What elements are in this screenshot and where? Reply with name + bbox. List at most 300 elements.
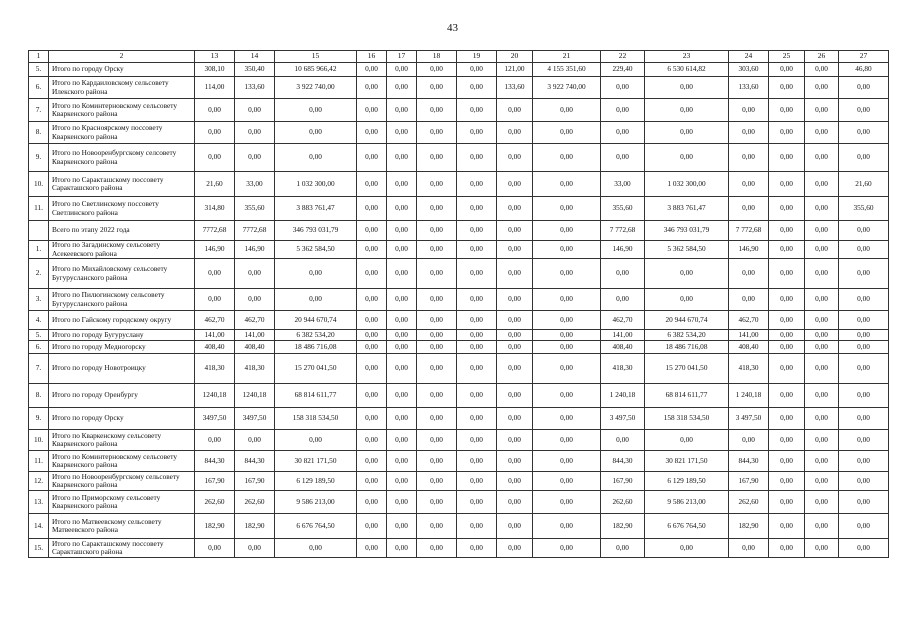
cell-value: 0,00 xyxy=(387,197,417,221)
cell-value: 0,00 xyxy=(769,341,805,354)
row-name: Итого по Светлинскому поссовету Светлинского района xyxy=(49,197,195,221)
table-row xyxy=(29,259,889,289)
cell-value: 0,00 xyxy=(457,122,497,144)
cell-value: 0,00 xyxy=(839,341,889,354)
cell-value: 0,00 xyxy=(357,172,387,197)
table-row xyxy=(29,408,889,430)
cell-value: 6 129 189,50 xyxy=(645,472,729,491)
cell-value: 0,00 xyxy=(839,430,889,451)
cell-value: 15 270 041,50 xyxy=(275,354,357,384)
cell-value: 0,00 xyxy=(387,259,417,289)
cell-value: 21,60 xyxy=(195,172,235,197)
cell-value: 0,00 xyxy=(805,311,839,330)
row-name: Итого по Коминтерновскому сельсовету Кваркенского района xyxy=(49,99,195,122)
cell-value: 0,00 xyxy=(387,311,417,330)
cell-value: 182,90 xyxy=(235,514,275,539)
cell-value: 0,00 xyxy=(457,408,497,430)
cell-value: 0,00 xyxy=(195,539,235,558)
cell-value: 0,00 xyxy=(769,172,805,197)
cell-value: 0,00 xyxy=(497,514,533,539)
cell-value: 0,00 xyxy=(497,289,533,311)
row-name: Итого по Михайловскому сельсовету Бугурусланского района xyxy=(49,259,195,289)
cell-value: 33,00 xyxy=(235,172,275,197)
column-header: 25 xyxy=(769,51,805,63)
cell-value: 0,00 xyxy=(839,330,889,341)
cell-value: 408,40 xyxy=(195,341,235,354)
cell-value: 0,00 xyxy=(497,539,533,558)
cell-value: 0,00 xyxy=(497,384,533,408)
cell-value: 308,10 xyxy=(195,63,235,77)
cell-value: 0,00 xyxy=(497,197,533,221)
cell-value: 0,00 xyxy=(533,330,601,341)
cell-value: 3497,50 xyxy=(195,408,235,430)
cell-value: 0,00 xyxy=(769,451,805,472)
cell-value: 6 382 534,20 xyxy=(275,330,357,341)
page-number: 43 xyxy=(447,22,458,34)
cell-value: 0,00 xyxy=(387,122,417,144)
table-row xyxy=(29,384,889,408)
column-header: 22 xyxy=(601,51,645,63)
cell-value: 0,00 xyxy=(457,341,497,354)
cell-value: 4 155 351,60 xyxy=(533,63,601,77)
cell-value: 0,00 xyxy=(417,144,457,172)
cell-value: 0,00 xyxy=(769,384,805,408)
cell-value: 0,00 xyxy=(195,259,235,289)
cell-value: 0,00 xyxy=(387,341,417,354)
cell-value: 355,60 xyxy=(601,197,645,221)
row-number: 9. xyxy=(29,408,49,430)
cell-value: 0,00 xyxy=(533,451,601,472)
cell-value: 0,00 xyxy=(195,430,235,451)
cell-value: 0,00 xyxy=(533,289,601,311)
cell-value: 418,30 xyxy=(729,354,769,384)
cell-value: 0,00 xyxy=(805,514,839,539)
cell-value: 0,00 xyxy=(417,430,457,451)
cell-value: 0,00 xyxy=(457,241,497,259)
cell-value: 0,00 xyxy=(275,144,357,172)
cell-value: 0,00 xyxy=(601,144,645,172)
cell-value: 0,00 xyxy=(769,241,805,259)
cell-value: 0,00 xyxy=(839,221,889,241)
cell-value: 0,00 xyxy=(805,63,839,77)
column-header: 19 xyxy=(457,51,497,63)
cell-value: 0,00 xyxy=(839,99,889,122)
cell-value: 0,00 xyxy=(497,172,533,197)
cell-value: 158 318 534,50 xyxy=(645,408,729,430)
cell-value: 10 685 966,42 xyxy=(275,63,357,77)
cell-value: 408,40 xyxy=(729,341,769,354)
cell-value: 229,40 xyxy=(601,63,645,77)
cell-value: 1240,18 xyxy=(195,384,235,408)
cell-value: 0,00 xyxy=(457,77,497,99)
cell-value: 141,00 xyxy=(601,330,645,341)
table-header-row xyxy=(29,51,889,63)
cell-value: 262,60 xyxy=(195,491,235,514)
cell-value: 0,00 xyxy=(839,122,889,144)
cell-value: 844,30 xyxy=(601,451,645,472)
row-name: Итого по городу Орску xyxy=(49,63,195,77)
cell-value: 7 772,68 xyxy=(601,221,645,241)
table-row xyxy=(29,491,889,514)
cell-value: 0,00 xyxy=(497,354,533,384)
cell-value: 0,00 xyxy=(497,430,533,451)
cell-value: 0,00 xyxy=(839,539,889,558)
row-number: 5. xyxy=(29,330,49,341)
row-name: Итого по Пилюгинскому сельсовету Бугурусланского района xyxy=(49,289,195,311)
cell-value: 0,00 xyxy=(497,330,533,341)
cell-value: 0,00 xyxy=(417,341,457,354)
cell-value: 3 883 761,47 xyxy=(645,197,729,221)
cell-value: 0,00 xyxy=(497,311,533,330)
cell-value: 418,30 xyxy=(601,354,645,384)
cell-value: 0,00 xyxy=(457,472,497,491)
table-row xyxy=(29,99,889,122)
cell-value: 262,60 xyxy=(235,491,275,514)
cell-value: 0,00 xyxy=(769,354,805,384)
cell-value: 0,00 xyxy=(729,539,769,558)
cell-value: 33,00 xyxy=(601,172,645,197)
cell-value: 0,00 xyxy=(417,472,457,491)
cell-value: 0,00 xyxy=(729,122,769,144)
cell-value: 408,40 xyxy=(601,341,645,354)
cell-value: 0,00 xyxy=(357,408,387,430)
cell-value: 0,00 xyxy=(387,384,417,408)
cell-value: 0,00 xyxy=(387,172,417,197)
cell-value: 0,00 xyxy=(769,430,805,451)
cell-value: 0,00 xyxy=(497,144,533,172)
row-name: Итого по Гайскому городскому округу xyxy=(49,311,195,330)
cell-value: 0,00 xyxy=(533,514,601,539)
cell-value: 18 486 716,08 xyxy=(275,341,357,354)
cell-value: 0,00 xyxy=(533,221,601,241)
cell-value: 1240,18 xyxy=(235,384,275,408)
row-name: Итого по городу Бугуруслану xyxy=(49,330,195,341)
cell-value: 1 240,18 xyxy=(729,384,769,408)
cell-value: 418,30 xyxy=(195,354,235,384)
cell-value: 0,00 xyxy=(357,354,387,384)
cell-value: 6 530 614,82 xyxy=(645,63,729,77)
cell-value: 0,00 xyxy=(533,430,601,451)
cell-value: 0,00 xyxy=(387,451,417,472)
cell-value: 0,00 xyxy=(387,330,417,341)
cell-value: 0,00 xyxy=(805,408,839,430)
column-header: 13 xyxy=(195,51,235,63)
cell-value: 158 318 534,50 xyxy=(275,408,357,430)
cell-value: 7772,68 xyxy=(235,221,275,241)
cell-value: 0,00 xyxy=(805,330,839,341)
data-table xyxy=(28,50,889,558)
table-row xyxy=(29,77,889,99)
row-name: Итого по Кваркенскому сельсовету Кваркенского района xyxy=(49,430,195,451)
cell-value: 0,00 xyxy=(457,514,497,539)
cell-value: 3 497,50 xyxy=(601,408,645,430)
row-name: Итого по Матвеевскому сельсовету Матвеевского района xyxy=(49,514,195,539)
cell-value: 0,00 xyxy=(457,491,497,514)
cell-value: 0,00 xyxy=(357,539,387,558)
cell-value: 355,60 xyxy=(839,197,889,221)
cell-value: 0,00 xyxy=(357,122,387,144)
cell-value: 0,00 xyxy=(645,99,729,122)
cell-value: 0,00 xyxy=(533,341,601,354)
row-name: Итого по Кардаиловскому сельсовету Илекского района xyxy=(49,77,195,99)
cell-value: 0,00 xyxy=(417,241,457,259)
cell-value: 0,00 xyxy=(387,472,417,491)
cell-value: 462,70 xyxy=(235,311,275,330)
cell-value: 0,00 xyxy=(839,408,889,430)
cell-value: 0,00 xyxy=(805,384,839,408)
cell-value: 6 129 189,50 xyxy=(275,472,357,491)
cell-value: 0,00 xyxy=(417,63,457,77)
row-number: 12. xyxy=(29,472,49,491)
row-number: 9. xyxy=(29,144,49,172)
cell-value: 0,00 xyxy=(457,99,497,122)
cell-value: 408,40 xyxy=(235,341,275,354)
table-row xyxy=(29,289,889,311)
row-number: 11. xyxy=(29,197,49,221)
cell-value: 0,00 xyxy=(387,354,417,384)
cell-value: 262,60 xyxy=(601,491,645,514)
cell-value: 0,00 xyxy=(839,259,889,289)
cell-value: 0,00 xyxy=(533,472,601,491)
cell-value: 0,00 xyxy=(357,241,387,259)
cell-value: 0,00 xyxy=(387,491,417,514)
cell-value: 0,00 xyxy=(769,259,805,289)
row-name: Всего по этапу 2022 года xyxy=(49,221,195,241)
cell-value: 0,00 xyxy=(417,384,457,408)
row-number: 7. xyxy=(29,99,49,122)
cell-value: 5 362 584,50 xyxy=(275,241,357,259)
cell-value: 9 586 213,00 xyxy=(645,491,729,514)
cell-value: 1 032 300,00 xyxy=(645,172,729,197)
cell-value: 0,00 xyxy=(533,241,601,259)
table-row xyxy=(29,197,889,221)
cell-value: 0,00 xyxy=(497,341,533,354)
cell-value: 0,00 xyxy=(645,289,729,311)
cell-value: 0,00 xyxy=(769,144,805,172)
cell-value: 0,00 xyxy=(805,144,839,172)
cell-value: 6 676 764,50 xyxy=(645,514,729,539)
column-header: 15 xyxy=(275,51,357,63)
cell-value: 30 821 171,50 xyxy=(275,451,357,472)
cell-value: 0,00 xyxy=(533,259,601,289)
cell-value: 0,00 xyxy=(417,172,457,197)
cell-value: 18 486 716,08 xyxy=(645,341,729,354)
cell-value: 146,90 xyxy=(195,241,235,259)
cell-value: 0,00 xyxy=(839,491,889,514)
row-number: 8. xyxy=(29,384,49,408)
cell-value: 3 497,50 xyxy=(729,408,769,430)
cell-value: 0,00 xyxy=(497,99,533,122)
cell-value: 0,00 xyxy=(387,144,417,172)
cell-value: 0,00 xyxy=(357,77,387,99)
cell-value: 0,00 xyxy=(457,330,497,341)
cell-value: 0,00 xyxy=(497,122,533,144)
cell-value: 0,00 xyxy=(195,99,235,122)
cell-value: 6 382 534,20 xyxy=(645,330,729,341)
cell-value: 0,00 xyxy=(457,451,497,472)
cell-value: 0,00 xyxy=(275,430,357,451)
cell-value: 0,00 xyxy=(769,197,805,221)
column-header: 21 xyxy=(533,51,601,63)
cell-value: 0,00 xyxy=(275,259,357,289)
row-number: 10. xyxy=(29,430,49,451)
cell-value: 182,90 xyxy=(729,514,769,539)
cell-value: 7 772,68 xyxy=(729,221,769,241)
cell-value: 0,00 xyxy=(387,63,417,77)
table-row xyxy=(29,539,889,558)
table-row xyxy=(29,451,889,472)
cell-value: 0,00 xyxy=(601,99,645,122)
cell-value: 0,00 xyxy=(497,491,533,514)
cell-value: 20 944 670,74 xyxy=(275,311,357,330)
cell-value: 0,00 xyxy=(417,491,457,514)
cell-value: 3 922 740,00 xyxy=(533,77,601,99)
cell-value: 0,00 xyxy=(457,259,497,289)
cell-value: 0,00 xyxy=(387,539,417,558)
cell-value: 0,00 xyxy=(645,259,729,289)
cell-value: 0,00 xyxy=(417,539,457,558)
cell-value: 114,00 xyxy=(195,77,235,99)
cell-value: 0,00 xyxy=(533,172,601,197)
cell-value: 0,00 xyxy=(729,144,769,172)
cell-value: 0,00 xyxy=(195,289,235,311)
cell-value: 141,00 xyxy=(729,330,769,341)
row-number: 13. xyxy=(29,491,49,514)
table-body xyxy=(29,51,889,558)
cell-value: 146,90 xyxy=(601,241,645,259)
cell-value: 0,00 xyxy=(235,259,275,289)
cell-value: 0,00 xyxy=(417,259,457,289)
cell-value: 167,90 xyxy=(235,472,275,491)
cell-value: 0,00 xyxy=(729,197,769,221)
cell-value: 0,00 xyxy=(805,197,839,221)
cell-value: 7772,68 xyxy=(195,221,235,241)
table-row xyxy=(29,221,889,241)
cell-value: 0,00 xyxy=(729,172,769,197)
cell-value: 133,60 xyxy=(497,77,533,99)
row-number: 11. xyxy=(29,451,49,472)
cell-value: 0,00 xyxy=(805,122,839,144)
cell-value: 0,00 xyxy=(533,384,601,408)
column-header: 23 xyxy=(645,51,729,63)
row-name: Итого по Саракташскому поссовету Саракташского района xyxy=(49,539,195,558)
cell-value: 0,00 xyxy=(387,514,417,539)
cell-value: 462,70 xyxy=(195,311,235,330)
cell-value: 0,00 xyxy=(387,289,417,311)
row-name: Итого по Красноярскому поссовету Кваркенского района xyxy=(49,122,195,144)
cell-value: 0,00 xyxy=(601,77,645,99)
cell-value: 0,00 xyxy=(235,144,275,172)
cell-value: 0,00 xyxy=(357,144,387,172)
row-number: 10. xyxy=(29,172,49,197)
cell-value: 0,00 xyxy=(533,354,601,384)
row-number: 14. xyxy=(29,514,49,539)
cell-value: 0,00 xyxy=(417,354,457,384)
cell-value: 346 793 031,79 xyxy=(275,221,357,241)
cell-value: 0,00 xyxy=(457,311,497,330)
cell-value: 0,00 xyxy=(357,472,387,491)
cell-value: 15 270 041,50 xyxy=(645,354,729,384)
cell-value: 0,00 xyxy=(645,539,729,558)
cell-value: 0,00 xyxy=(417,330,457,341)
cell-value: 0,00 xyxy=(457,384,497,408)
cell-value: 0,00 xyxy=(387,77,417,99)
table-row xyxy=(29,144,889,172)
cell-value: 5 362 584,50 xyxy=(645,241,729,259)
cell-value: 844,30 xyxy=(235,451,275,472)
cell-value: 0,00 xyxy=(839,144,889,172)
row-number: 6. xyxy=(29,77,49,99)
cell-value: 0,00 xyxy=(497,472,533,491)
cell-value: 141,00 xyxy=(235,330,275,341)
cell-value: 0,00 xyxy=(729,259,769,289)
cell-value: 0,00 xyxy=(769,63,805,77)
cell-value: 0,00 xyxy=(769,221,805,241)
cell-value: 0,00 xyxy=(417,408,457,430)
column-header: 16 xyxy=(357,51,387,63)
cell-value: 0,00 xyxy=(601,430,645,451)
cell-value: 346 793 031,79 xyxy=(645,221,729,241)
cell-value: 0,00 xyxy=(195,122,235,144)
cell-value: 0,00 xyxy=(235,99,275,122)
row-number: 15. xyxy=(29,539,49,558)
cell-value: 0,00 xyxy=(533,311,601,330)
cell-value: 0,00 xyxy=(275,99,357,122)
cell-value: 0,00 xyxy=(195,144,235,172)
cell-value: 0,00 xyxy=(533,122,601,144)
cell-value: 0,00 xyxy=(235,430,275,451)
cell-value: 0,00 xyxy=(805,341,839,354)
cell-value: 0,00 xyxy=(533,144,601,172)
cell-value: 0,00 xyxy=(645,430,729,451)
cell-value: 0,00 xyxy=(235,539,275,558)
cell-value: 121,00 xyxy=(497,63,533,77)
cell-value: 0,00 xyxy=(387,221,417,241)
column-header: 1 xyxy=(29,51,49,63)
cell-value: 0,00 xyxy=(417,197,457,221)
cell-value: 0,00 xyxy=(457,539,497,558)
row-number: 1. xyxy=(29,241,49,259)
cell-value: 68 814 611,77 xyxy=(645,384,729,408)
cell-value: 0,00 xyxy=(645,122,729,144)
row-name: Итого по Коминтерновскому сельсовету Кваркенского района xyxy=(49,451,195,472)
cell-value: 0,00 xyxy=(533,99,601,122)
cell-value: 0,00 xyxy=(769,77,805,99)
cell-value: 0,00 xyxy=(769,311,805,330)
cell-value: 0,00 xyxy=(275,539,357,558)
cell-value: 3 883 761,47 xyxy=(275,197,357,221)
cell-value: 0,00 xyxy=(417,311,457,330)
cell-value: 844,30 xyxy=(729,451,769,472)
cell-value: 0,00 xyxy=(357,259,387,289)
cell-value: 0,00 xyxy=(533,197,601,221)
cell-value: 1 240,18 xyxy=(601,384,645,408)
row-number: 2. xyxy=(29,259,49,289)
row-name: Итого по Новооренбургскому селсовету Кваркенского района xyxy=(49,144,195,172)
cell-value: 146,90 xyxy=(235,241,275,259)
cell-value: 0,00 xyxy=(805,354,839,384)
row-name: Итого по городу Новотроицку xyxy=(49,354,195,384)
cell-value: 0,00 xyxy=(805,259,839,289)
cell-value: 0,00 xyxy=(805,472,839,491)
cell-value: 0,00 xyxy=(357,63,387,77)
cell-value: 0,00 xyxy=(275,289,357,311)
cell-value: 0,00 xyxy=(601,289,645,311)
cell-value: 0,00 xyxy=(533,408,601,430)
cell-value: 146,90 xyxy=(729,241,769,259)
cell-value: 462,70 xyxy=(729,311,769,330)
cell-value: 0,00 xyxy=(357,99,387,122)
